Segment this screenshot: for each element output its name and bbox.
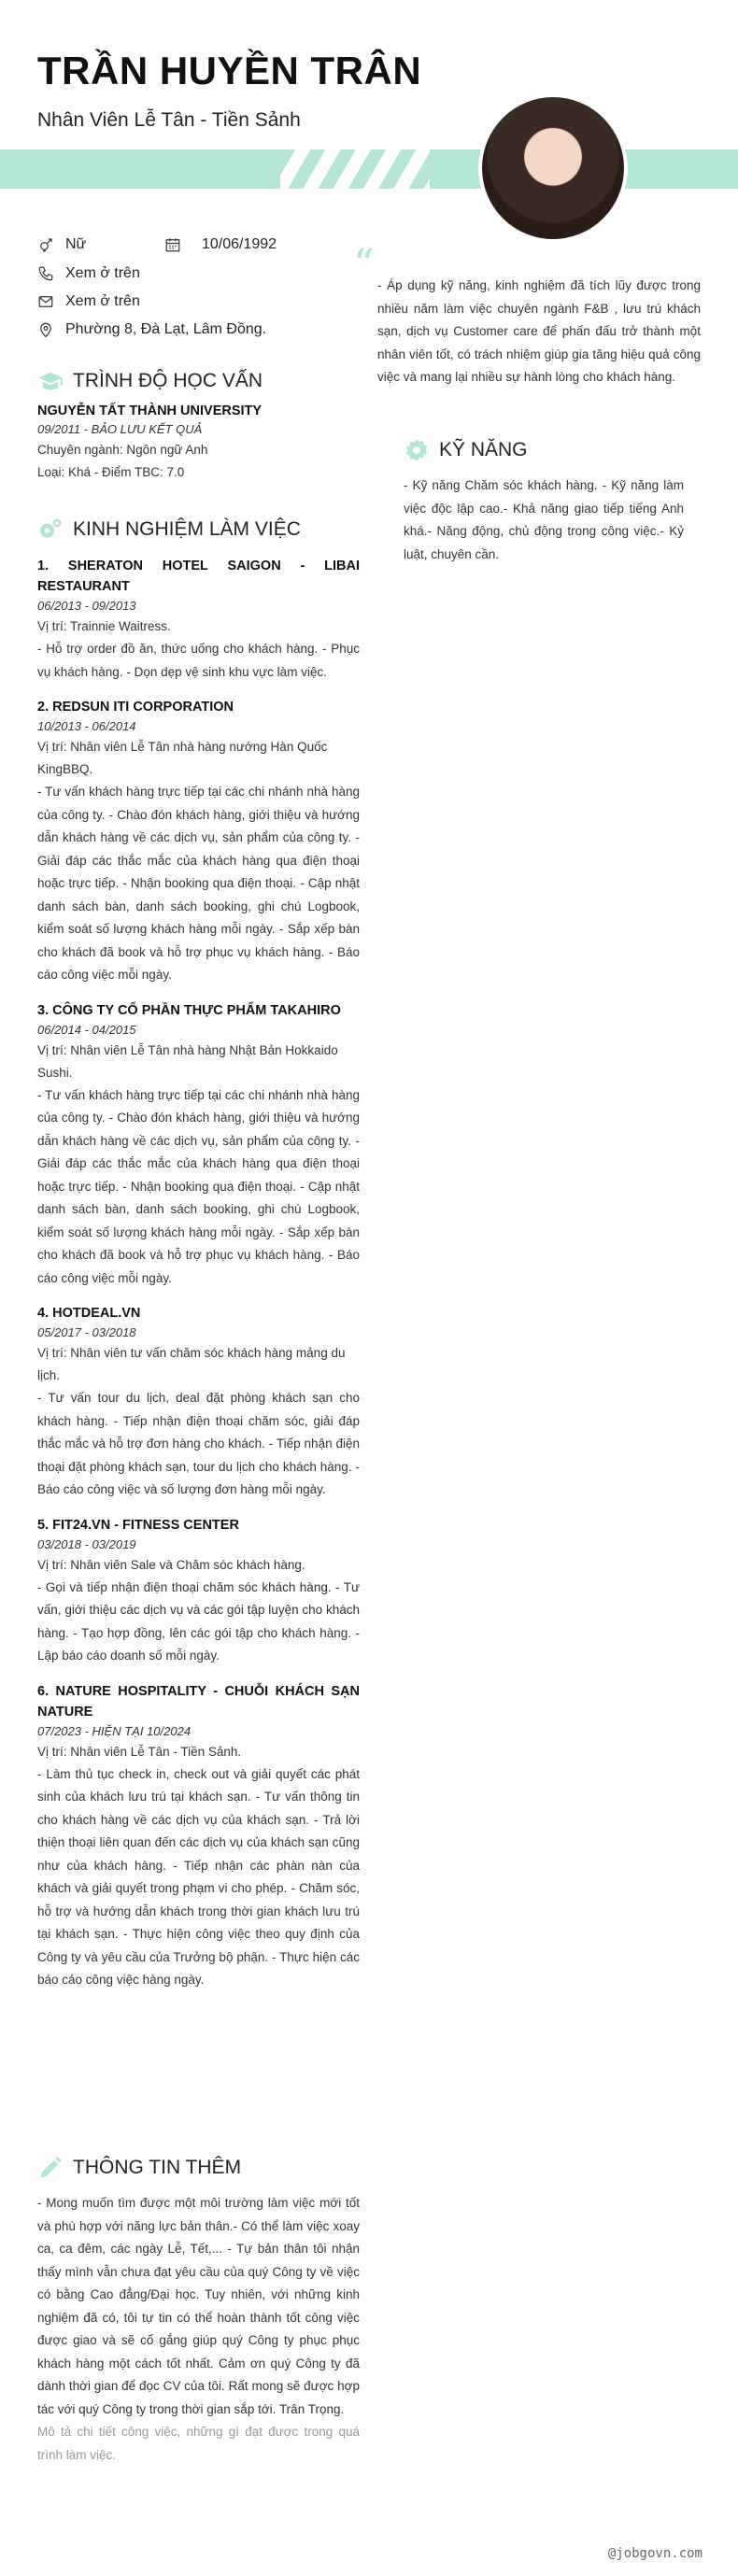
email-value: Xem ở trên [65, 293, 140, 309]
experience-position: Vị trí: Nhân viên Lễ Tân nhà hàng nướng Hàn Quốc KingBBQ. [37, 740, 328, 776]
gender-icon [37, 236, 54, 253]
skills-heading [404, 437, 701, 463]
experience-description: - Gọi và tiếp nhận điện thoại chăm sóc khách hàng. - Tư vấn, giới thiệu các dịch vụ và các gói tập luyện cho khách hàng. - Tạo hợp đồng, lên các gói tập cho khách hàng. - Lập báo cáo doanh số mỗi ngày. [37, 1579, 360, 1663]
education-title: TRÌNH ĐỘ HỌC VẤN [73, 370, 263, 391]
phone-value: Xem ở trên [65, 265, 140, 281]
education-dates: 09/2011 - BẢO LƯU KẾT QUẢ [37, 422, 203, 436]
birthday-value: 10/06/1992 [202, 236, 277, 252]
experience-company: 3. CÔNG TY CỔ PHẦN THỰC PHẨM TAKAHIRO [37, 1002, 341, 1018]
experience-item [37, 556, 360, 684]
skills-title: KỸ NĂNG [439, 439, 528, 460]
experience-item [37, 1303, 360, 1502]
experience-dates: 10/2013 - 06/2014 [37, 719, 136, 733]
email-row [37, 293, 140, 310]
experience-position: Vị trí: Nhân viên tư vấn chăm sóc khách hàng mảng du lịch. [37, 1346, 346, 1382]
experience-heading [37, 517, 360, 543]
watermark: @jobgovn.com [607, 2546, 703, 2561]
experience-position: Vị trí: Trainnie Waitress. [37, 619, 171, 633]
additional-section [37, 2155, 360, 2467]
experience-item [37, 1515, 360, 1668]
additional-title: THÔNG TIN THÊM [73, 2157, 242, 2178]
gears-icon [37, 517, 64, 543]
experience-company: 6. NATURE HOSPITALITY - CHUỖI KHÁCH SẠN NATURE [37, 1683, 360, 1720]
gender-row [37, 236, 86, 253]
experience-item [37, 1681, 360, 1992]
skills-text: - Kỹ năng Chăm sóc khách hàng. - Kỹ năng làm việc độc lập cao.- Khả năng giao tiếp tiếng Anh khá.- Năng động, chủ động trong công việc.- Kỷ luật, chuyên cần. [404, 478, 684, 561]
gender-value: Nữ [65, 236, 87, 252]
graduation-cap-icon [37, 368, 64, 394]
calendar-icon [164, 236, 181, 253]
career-summary: - Áp dụng kỹ năng, kinh nghiệm đã tích lũy được trong nhiều năm làm việc chuyên ngành F&B , lưu trú khách sạn, dịch vụ Customer care để phấn đấu trở thành một nhân viên tốt, có trách nhiệm giúp gia tăng hiệu quả công việc và mang lại nhiều sự hành lòng cho khách hàng. [377, 278, 701, 384]
address-value: Phường 8, Đà Lạt, Lâm Đồng. [65, 321, 267, 337]
quote-icon: “ [353, 241, 375, 289]
experience-item [37, 1000, 360, 1291]
experience-description: - Tư vấn khách hàng trực tiếp tại các chi nhánh nhà hàng của công ty. - Chào đón khách hàng, giới thiệu và hướng dẫn khách hàng về các dịch vụ, sản phẩm của công ty. - Giải đáp các thắc mắc của khách hàng qua điện thoại hoặc trực tiếp. - Nhận booking qua điện thoại. - Cập nhật danh sách bàn, danh sách booking, ghi chú Logbook, kiểm soát số lượng khách hàng mỗi ngày. - Sắp xếp bàn cho khách đã book và hỗ trợ phục vụ khách hàng. - Báo cáo công việc mỗi ngày. [37, 785, 360, 982]
experience-position: Vị trí: Nhân viên Lễ Tân nhà hàng Nhật Bản Hokkaido Sushi. [37, 1042, 338, 1080]
experience-position: Vị trí: Nhân viên Sale và Chăm sóc khách hàng. [37, 1557, 305, 1572]
additional-text: - Mong muốn tìm được một môi trường làm việc mới tốt và phù hợp với năng lực bản thân.- Có thể làm việc xoay ca, ca đêm, các ngày Lễ, Tết,... - Tự bản thân tôi nhận thấy mình vẫn chưa đạt yêu cầu của quý Công ty về việc có bằng Cao đẳng/Đại học. Tuy nhiên, với những kinh nghiệm đã có, tôi tự tin có thể hoàn thành tốt công việc được giao và sẽ cố gắng giúp quý Công ty phục phục khách hàng một cách tốt nhất. Cảm ơn quý Công ty đã dành thời gian để đọc CV của tôi. Rất mong sẽ được hợp tác với quý Công ty trong thời gian sắp tới. Trân Trọng. [37, 2196, 360, 2416]
experience-dates: 05/2017 - 03/2018 [37, 1325, 136, 1339]
additional-heading [37, 2155, 360, 2181]
address-row [37, 321, 266, 338]
birthday-row [164, 236, 277, 253]
avatar [478, 93, 628, 243]
experience-dates: 06/2014 - 04/2015 [37, 1022, 136, 1037]
experience-item [37, 697, 360, 987]
experience-section [37, 517, 360, 1992]
phone-icon [37, 265, 54, 282]
experience-company: 2. REDSUN ITI CORPORATION [37, 700, 234, 715]
skills-section [404, 437, 701, 566]
experience-company: 4. HOTDEAL.VN [37, 1306, 141, 1321]
experience-company: 5. FIT24.VN - FITNESS CENTER [37, 1517, 239, 1533]
job-title: Nhân Viên Lễ Tân - Tiền Sảnh [37, 109, 301, 131]
experience-description: - Tư vấn tour du lịch, deal đặt phòng khách sạn cho khách hàng. - Tiếp nhận điện thoại chăm sóc, giải đáp thắc mắc và hỗ trợ đơn hàng cho khách. - Tiếp nhận điện thoại đặt phòng khách sạn, tour du lịch cho khách hàng. - Báo cáo công việc và số lượng đơn hàng mỗi ngày. [37, 1391, 360, 1496]
education-section [37, 368, 360, 484]
school-name: NGUYỄN TẤT THÀNH UNIVERSITY [37, 403, 263, 418]
candidate-name: TRẦN HUYỀN TRÂN [37, 49, 422, 92]
phone-row [37, 265, 140, 282]
additional-hint: Mô tả chi tiết công việc, những gì đạt được trong quá trình làm việc. [37, 2425, 360, 2462]
education-heading [37, 368, 360, 394]
experience-position: Vị trí: Nhân viên Lễ Tân - Tiền Sảnh. [37, 1744, 242, 1759]
experience-description: - Tư vấn khách hàng trực tiếp tại các chi nhánh nhà hàng của công ty. - Chào đón khách hàng, giới thiệu và hướng dẫn khách hàng về các dịch vụ, sản phẩm của công ty. - Giải đáp các thắc mắc của khách hàng qua điện thoại hoặc trực tiếp. - Nhận booking qua điện thoại. - Cập nhật danh sách bàn, danh sách booking, ghi chú Logbook, kiểm soát số lượng khách hàng mỗi ngày. - Sắp xếp bàn cho khách đã book và hỗ trợ phục vụ khách hàng. - Báo cáo công việc mỗi ngày. [37, 1087, 360, 1285]
education-grade: Loại: Khá - Điểm TBC: 7.0 [37, 465, 185, 479]
education-major: Chuyên ngành: Ngôn ngữ Anh [37, 443, 208, 457]
experience-description: - Hỗ trợ order đồ ăn, thức uống cho khách hàng. - Phục vụ khách hàng. - Dọn dẹp vệ sinh khu vực làm việc. [37, 642, 360, 679]
experience-company: 1. SHERATON HOTEL SAIGON - LIBAI RESTAURANT [37, 559, 360, 594]
band-stripes [280, 149, 430, 189]
gear-badge-icon [404, 437, 430, 463]
experience-dates: 03/2018 - 03/2019 [37, 1536, 136, 1551]
experience-dates: 06/2013 - 09/2013 [37, 599, 136, 613]
experience-description: - Làm thủ tục check in, check out và giải quyết các phát sinh của khách lưu trú tại khách sạn. - Tư vấn thông tin cho khách hàng về các dịch vụ của khách sạn. - Trả lời thiện thoại liên quan đến các dịch vụ của khách sạn cũng như của khách hàng. - Tiếp nhận các phàn nàn của khách và giải quyết trong phạm vi cho phép. - Chăm sóc, hỗ trợ và hướng dẫn khách trong thời gian khách lưu trú tại khách sạn. - Thực hiện công việc theo quy định của Công ty và yêu cầu của Trưởng bộ phận. - Thực hiện các báo cáo công việc hàng ngày. [37, 1766, 360, 1987]
location-pin-icon [37, 321, 54, 338]
experience-dates: 07/2023 - HIỆN TẠI 10/2024 [37, 1723, 192, 1738]
experience-title: KINH NGHIỆM LÀM VIỆC [73, 518, 301, 540]
email-icon [37, 293, 54, 310]
pencil-icon [37, 2155, 64, 2181]
